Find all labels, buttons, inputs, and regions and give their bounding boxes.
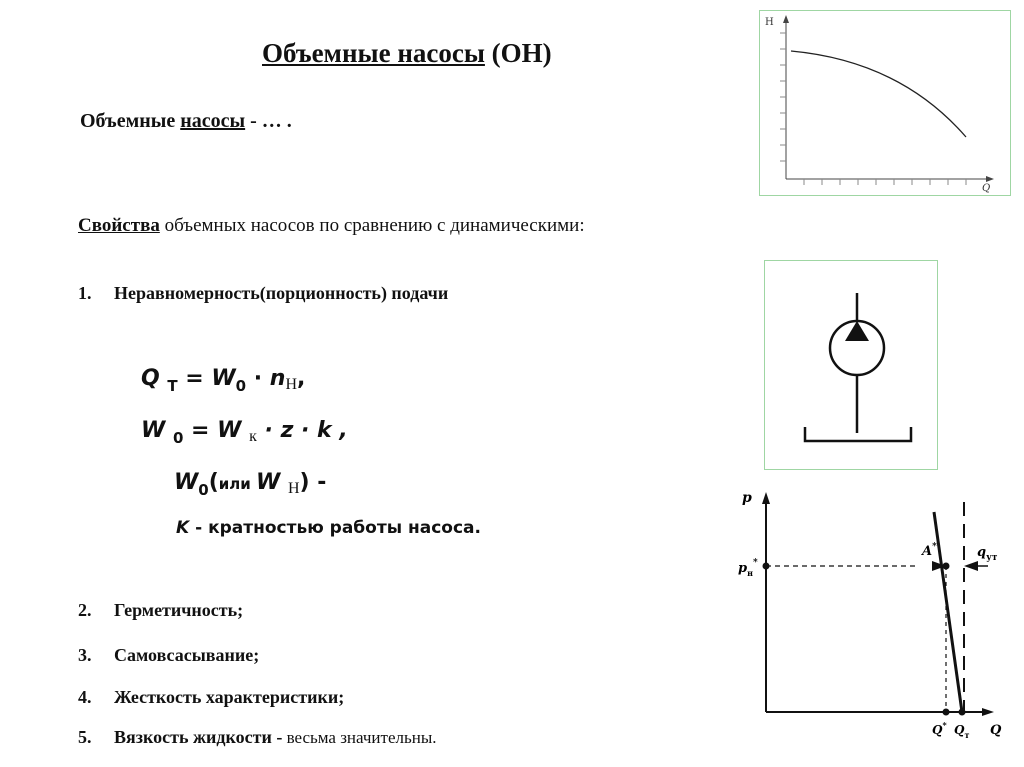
formula-n-sub: Н	[285, 376, 298, 393]
formula-note	[174, 470, 326, 499]
list-item	[78, 283, 448, 304]
formula-ili: или	[218, 475, 257, 493]
pump-arrow	[845, 321, 869, 341]
point-p	[763, 563, 770, 570]
formula-open: (	[208, 470, 219, 495]
q-leak-label: $q_{ут}$	[977, 545, 998, 563]
title-suffix: (ОН)	[484, 38, 552, 68]
qt-label: $Q_т$	[954, 723, 970, 740]
list-item-number: 3.	[78, 645, 92, 665]
characteristic-line	[934, 512, 962, 712]
k-description	[176, 518, 481, 538]
leak-arrow	[964, 561, 978, 571]
formula-w: W	[174, 470, 199, 495]
formula-w-sub: 0	[235, 377, 247, 395]
formula-w: W	[141, 418, 166, 443]
x-axis-arrow	[986, 176, 994, 182]
hq-curve-panel	[759, 10, 1011, 196]
a-star-label: A*	[922, 542, 937, 559]
formula-q: Q	[141, 366, 160, 391]
definition-line	[80, 110, 292, 133]
formula-w-sub: 0	[198, 481, 209, 499]
x-ticks	[804, 179, 966, 185]
pump-symbol-panel	[764, 260, 938, 470]
formula-w: W	[211, 366, 236, 391]
list-item-text: Жесткость характеристики;	[114, 687, 345, 707]
formula-wn-sub: Н	[287, 480, 300, 497]
list-item-number: 2.	[78, 600, 92, 620]
formula-eq: =	[177, 366, 212, 391]
q-axis-label: Q	[990, 723, 1002, 738]
list-item-note: весьма значительны.	[282, 728, 437, 747]
formula-volume	[141, 418, 348, 447]
q-star-label: Q*	[932, 720, 947, 737]
point-a	[943, 563, 950, 570]
list-item-text: Вязкость жидкости -	[114, 727, 283, 747]
list-item-text: Самовсасывание;	[114, 645, 260, 665]
list-item-text: Неравномерность(порционность) подачи	[114, 283, 449, 303]
list-item-number: 1.	[78, 283, 92, 303]
formula-q-sub: T	[167, 377, 178, 395]
q-axis-arrow	[982, 708, 994, 716]
formula-wk: W	[217, 418, 242, 443]
formula-close: ) -	[299, 470, 327, 495]
formula-n: n	[269, 366, 286, 391]
properties-heading-rest: объемных насосов по сравнению с динамическими:	[159, 215, 585, 236]
list-item-number: 4.	[78, 687, 92, 707]
page-title	[262, 38, 552, 69]
formula-eq: =	[183, 418, 218, 443]
y-axis-arrow	[783, 15, 789, 23]
formula-w-sub: 0	[172, 429, 184, 447]
properties-heading-underlined: Свойства	[78, 215, 160, 236]
formula-flow	[141, 366, 305, 395]
formula-wk-sub: к	[249, 428, 257, 445]
definition-word-1: Объемные	[80, 110, 176, 132]
list-item	[78, 600, 243, 621]
k-symbol: K	[176, 518, 190, 538]
formula-dot: ·	[246, 366, 270, 391]
point-q1	[943, 709, 950, 716]
point-qt	[959, 709, 966, 716]
formula-end: ,	[297, 366, 306, 391]
k-text: - кратностью работы насоса.	[189, 518, 481, 538]
p-axis-label: p	[742, 490, 752, 506]
title-main: Объемные насосы	[262, 38, 485, 68]
list-item-number: 5.	[78, 727, 92, 747]
hq-curve-chart	[760, 11, 1010, 195]
p-star-label: $p_н^*$	[738, 558, 758, 578]
y-axis-label: H	[765, 17, 774, 28]
hq-curve	[791, 51, 966, 137]
pump-symbol	[765, 261, 937, 469]
p-axis-arrow	[762, 492, 770, 504]
pq-characteristic	[726, 484, 1020, 764]
list-item	[78, 645, 259, 666]
x-axis-label: Q	[982, 183, 991, 194]
y-ticks	[780, 33, 786, 161]
list-item	[78, 687, 344, 708]
formula-rest: · z · k ,	[256, 418, 348, 443]
list-item	[78, 727, 437, 748]
definition-rest: - … .	[245, 110, 292, 132]
properties-heading	[78, 215, 585, 237]
list-item-text: Герметичность;	[114, 600, 244, 620]
formula-wn: W	[256, 470, 281, 495]
definition-word-2: насосы	[180, 110, 246, 132]
